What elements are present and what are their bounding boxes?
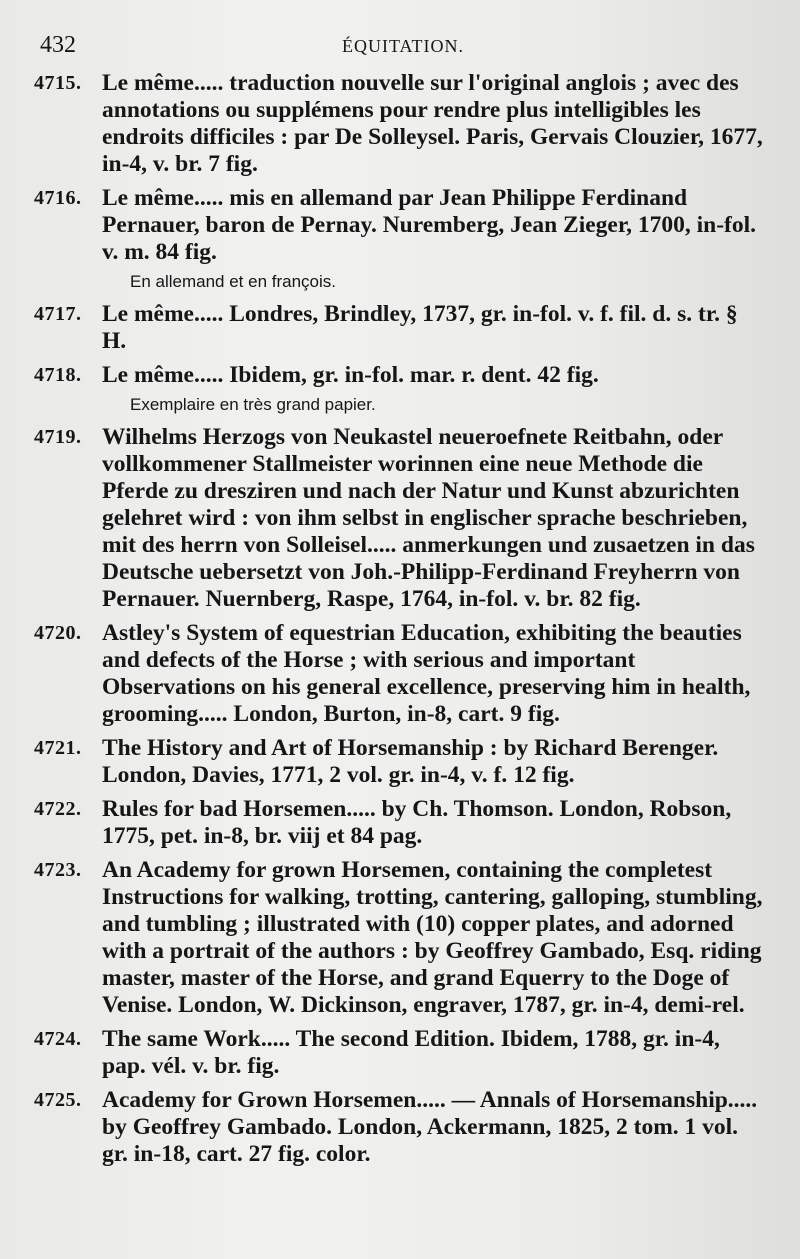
catalog-entry (34, 1026, 766, 1080)
catalog-entries (34, 70, 766, 1168)
running-title: ÉQUITATION. (342, 36, 465, 56)
entry-note: En allemand et en françois. (130, 272, 337, 291)
entry-number: 4720. (34, 622, 82, 644)
catalog-entry (34, 70, 766, 178)
catalog-entry (34, 735, 766, 789)
entry-number: 4716. (34, 187, 82, 209)
entry-text: Astley's System of equestrian Education, exhibiting the beauties and defects of the Horse ; with serious and important Observations on his general excellence, preserving him in health, grooming..... London, Burton, in-8, cart. 9 fig. (102, 620, 751, 727)
catalog-entry (34, 362, 766, 417)
entry-text: Academy for Grown Horsemen..... — Annals of Horsemanship..... by Geoffrey Gambado. London, Ackermann, 1825, 2 tom. 1 vol. gr. in-18, cart. 27 fig. color. (102, 1087, 758, 1167)
catalog-entry (34, 620, 766, 728)
entry-number: 4715. (34, 72, 82, 94)
entry-number: 4719. (34, 426, 82, 448)
entry-note: Exemplaire en très grand papier. (130, 395, 376, 414)
entry-number: 4717. (34, 303, 82, 325)
entry-text: The History and Art of Horsemanship : by Richard Berenger. London, Davies, 1771, 2 vol. gr. in-4, v. f. 12 fig. (102, 735, 719, 788)
catalog-entry (34, 185, 766, 294)
catalog-entry (34, 301, 766, 355)
entry-text: Le même..... mis en allemand par Jean Philippe Ferdinand Pernauer, baron de Pernay. Nuremberg, Jean Zieger, 1700, in-fol. v. m. 84 fig. (102, 185, 757, 265)
page-header (40, 28, 766, 64)
entry-number: 4723. (34, 859, 82, 881)
catalog-entry (34, 796, 766, 850)
entry-number: 4721. (34, 737, 82, 759)
catalog-entry (34, 1087, 766, 1168)
entry-number: 4722. (34, 798, 82, 820)
entry-text: The same Work..... The second Edition. Ibidem, 1788, gr. in-4, pap. vél. v. br. fig. (102, 1026, 720, 1079)
entry-text: An Academy for grown Horsemen, containing the completest Instructions for walking, trotting, cantering, galloping, stumbling, and tumbling ; illustrated with (10) copper plates, and adorned with a portrait of the authors : by Geoffrey Gambado, Esq. riding master, master of the Horse, and grand Equerry to the Doge of Venise. London, W. Dickinson, engraver, 1787, gr. in-4, demi-rel. (102, 857, 763, 1018)
entry-text: Le même..... traduction nouvelle sur l'original anglois ; avec des annotations ou supplémens pour rendre plus intelligibles les endroits difficiles : par De Solleysel. Paris, Gervais Clouzier, 1677, in-4, v. br. 7 fig. (102, 70, 763, 177)
entry-text: Rules for bad Horsemen..... by Ch. Thomson. London, Robson, 1775, pet. in-8, br. viij et 84 pag. (102, 796, 732, 849)
catalog-entry (34, 424, 766, 613)
catalog-entry (34, 857, 766, 1019)
entry-text: Le même..... Ibidem, gr. in-fol. mar. r. dent. 42 fig. (102, 362, 599, 388)
entry-number: 4724. (34, 1028, 82, 1050)
entry-text: Le même..... Londres, Brindley, 1737, gr. in-fol. v. f. fil. d. s. tr. § H. (102, 301, 738, 354)
entry-text: Wilhelms Herzogs von Neukastel neueroefnete Reitbahn, oder vollkommener Stallmeister worinnen eine neue Methode die Pferde zu dresziren und nach der Natur und Kunst abzurichten gelehret wird : von ihm selbst in englischer sprache beschrieben, mit des herrn von Solleisel..... anmerkungen und zusaetzen in das Deutsche uebersetzt von Joh.-Philipp-Ferdinand Freyherrn von Pernauer. Nuernberg, Raspe, 1764, in-fol. v. br. 82 fig. (102, 424, 755, 612)
entry-number: 4725. (34, 1089, 82, 1111)
page-number: 432 (40, 32, 76, 58)
entry-number: 4718. (34, 364, 82, 386)
